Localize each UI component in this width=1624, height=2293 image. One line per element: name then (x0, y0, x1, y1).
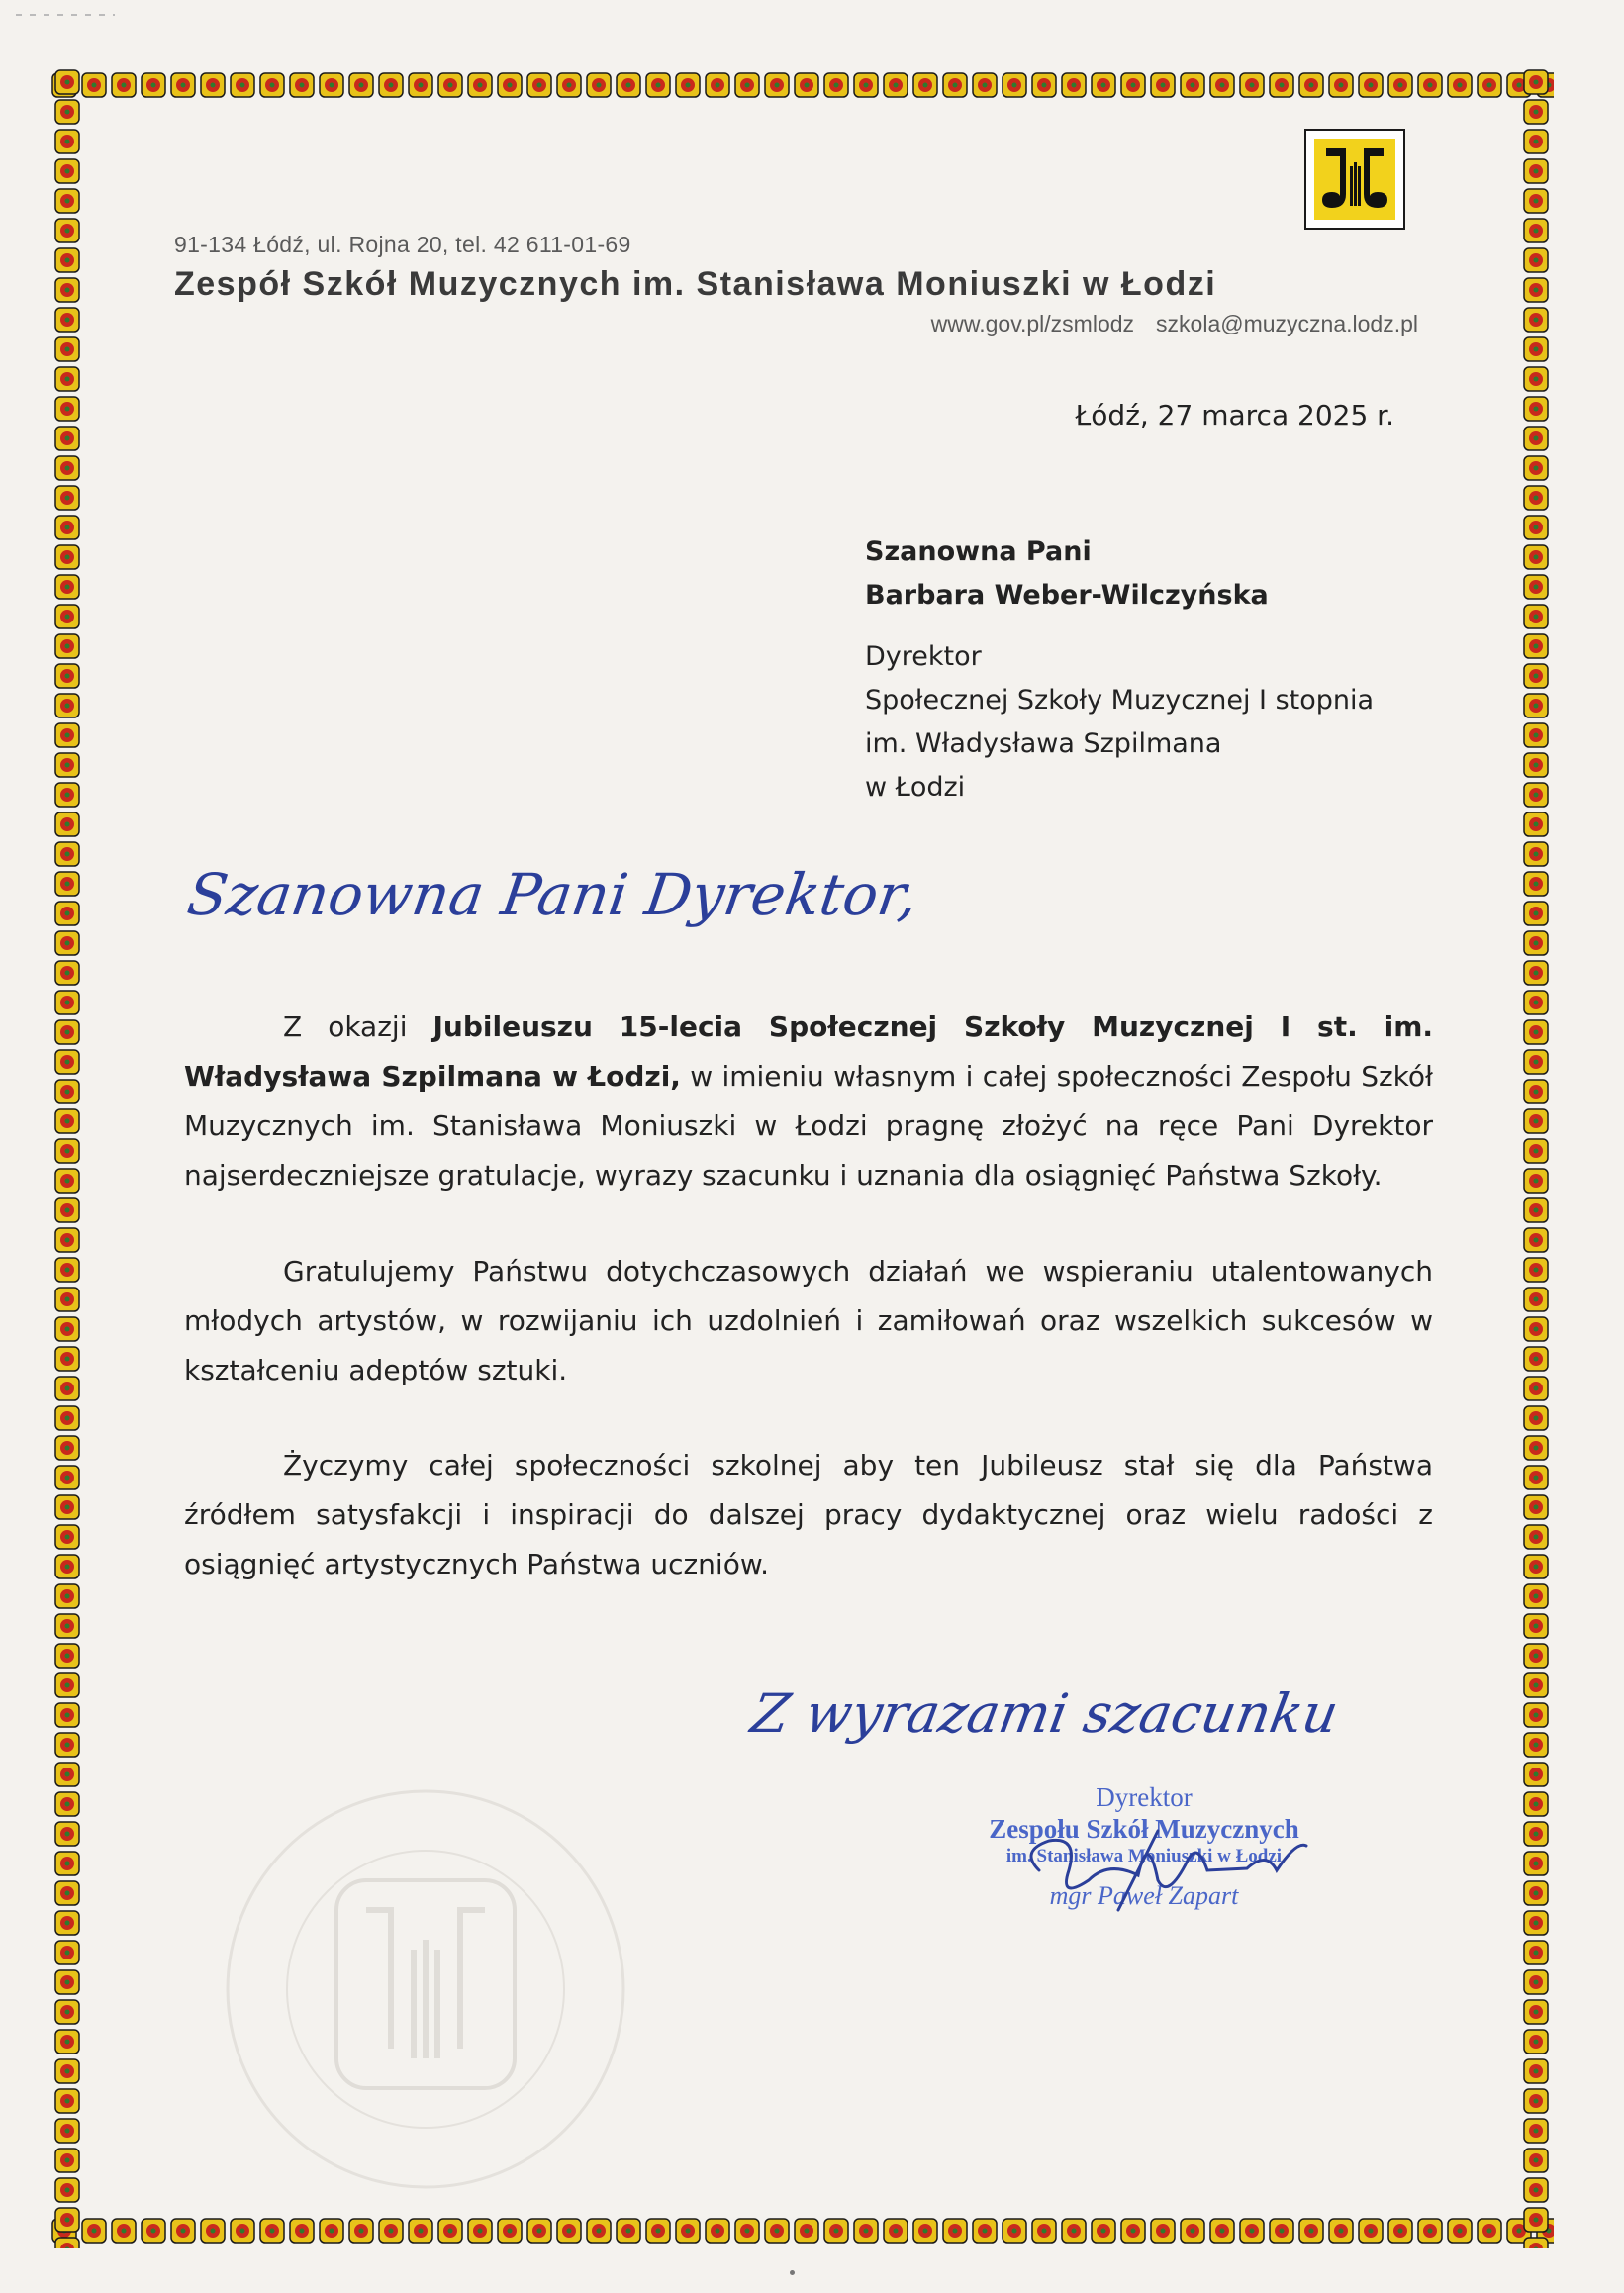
recipient-salutation: Szanowna Pani (865, 536, 1092, 567)
recipient-institution-1: Społecznej Szkoły Muzycznej I stopnia (865, 685, 1375, 716)
decorative-border-bottom (49, 2213, 1554, 2248)
recipient-institution-2: im. Władysława Szpilmana (865, 728, 1222, 759)
handwritten-closing: Z wyrazami szacunku (746, 1682, 1343, 1745)
recipient-institution-3: w Łodzi (865, 772, 966, 803)
decorative-border-left (49, 67, 85, 2248)
paragraph-3: Życzymy całej społeczności szkolnej aby ten Jubileusz stał się dla Państwa źródłem satysfakcji i inspiracji do dalszej pracy dydaktycznej oraz wielu radości z osiągnięć artystycznych Państwa uczniów. (184, 1449, 1433, 1580)
school-logo (1304, 129, 1405, 230)
paragraph-1: Z okazji Jubileuszu 15-lecia Społecznej Szkoły Muzycznej I st. im. Władysława Szpilmana w Łodzi, w imieniu własnym i całej społeczności Zespołu Szkół Muzycznych im. Stanisława Moniuszki w Łodzi pragnę złożyć na ręce Pani Dyrektor najserdeczniejsze gratulacje, wyrazy szacunku i uznania dla osiągnięć Państwa Szkoły. (184, 1010, 1434, 1192)
stamp-school: Zespołu Szkół Muzycznych (989, 1814, 1299, 1844)
handwritten-salutation: Szanowna Pani Dyrektor, (183, 861, 922, 928)
school-address: 91-134 Łódź, ul. Rojna 20, tel. 42 611-01-69 (174, 232, 631, 257)
scan-mark (16, 10, 115, 20)
stamp-title: Dyrektor (1096, 1782, 1193, 1812)
scan-dot (790, 2270, 795, 2275)
website-link[interactable]: www.gov.pl/zsmlodz (930, 311, 1135, 336)
handwritten-signature (1000, 1811, 1326, 1920)
paragraph-2: Gratulujemy Państwu dotychczasowych działań we wspieraniu utalentowanych młodych artystów, w rozwijaniu ich uzdolnień i zamiłowań oraz wszelkich sukcesów w kształceniu adeptów sztuki. (184, 1255, 1433, 1386)
paragraph-1-bold: Jubileuszu 15-lecia Społecznej Szkoły Muzycznej I st. im. Władysława Szpilmana w Łodzi, (184, 1010, 1434, 1093)
stamp-signatory: mgr Paweł Zapart (1049, 1881, 1239, 1910)
school-name: Zespół Szkół Muzycznych im. Stanisława Moniuszki w Łodzi (174, 265, 1217, 303)
decorative-border-right (1518, 67, 1554, 2248)
recipient-title: Dyrektor (865, 641, 982, 672)
school-contact (931, 311, 1418, 337)
letter-date: Łódź, 27 marca 2025 r. (1075, 399, 1394, 431)
recipient-block (865, 530, 1374, 810)
embossed-seal (218, 1781, 633, 2197)
decorative-border-top (49, 67, 1554, 103)
lyre-icon (1314, 139, 1395, 220)
recipient-name: Barbara Weber-Wilczyńska (865, 580, 1269, 611)
stamp-school-patron: im. Stanisława Moniuszki w Łodzi (1005, 1846, 1283, 1866)
email-link[interactable]: szkola@muzyczna.lodz.pl (1156, 311, 1418, 336)
